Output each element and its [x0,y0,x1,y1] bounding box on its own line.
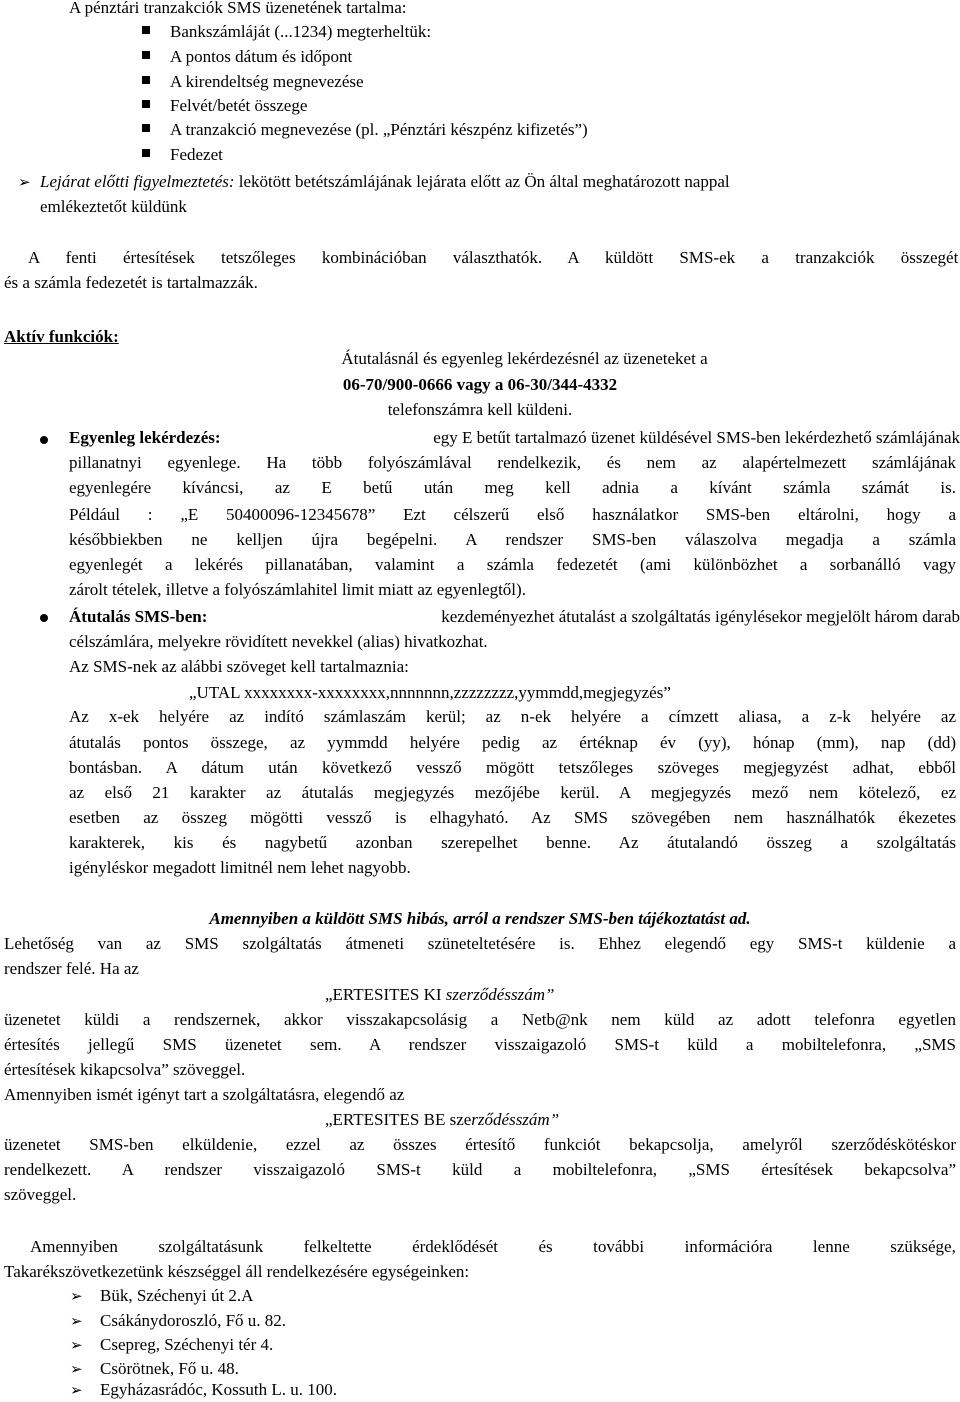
list-item: Csepreg, Széchenyi tér 4. [100,1335,274,1354]
arrow-bullet-icon: ➢ [70,1336,83,1354]
arrow-bullet-icon: ➢ [70,1312,83,1330]
transfer-para-2: átutalás pontos összege, az yymmdd helyére pedig az értéknap év (yy), hónap (mm), nap (dd) [69,733,956,752]
transfer-para-7: igényléskor megadott limitnél nem lehet nagyobb. [69,858,411,877]
transfer-para-3: bontásban. A dátum után következő vessző mögött tetszőleges szöveges megjegyzést adhat, ebből [69,758,956,777]
list-item: A tranzakció megnevezése (pl. „Pénztári készpénz kifizetés”) [170,120,588,139]
transfer-para-5: esetben az összeg mögötti vessző is elhagyható. Az SMS szövegében nem használhatók ékezetes [69,808,956,827]
list-item: Csákánydoroszló, Fő u. 82. [100,1311,287,1330]
transfer-text: kezdeményezhet átutalást a szolgáltatás igénylésekor megjelölt három darab [441,607,960,626]
cmd-be-text: „ERTESITES BE sze [325,1110,472,1129]
list-item: Bankszámláját (...1234) megterheltük: [170,22,432,41]
pause-line-2: rendszer felé. Ha az [4,959,139,978]
transfer-label: Átutalás SMS-ben: [69,607,208,626]
transfer-line-2: célszámlára, melyekre rövidített nevekkel (alias) hivatkozhat. [69,632,488,651]
cmd-ki [325,983,554,1007]
balance-line-5: későbbiekben ne kelljen újra begépelni. A rendszer SMS-ben válaszolva megadja a számla [69,530,956,549]
combo-text: A fenti értesítések tetszőleges kombinációban választhatók. A küldött SMS-ek a tranzakciók összegét [28,248,959,267]
cmd-ki-text: „ERTESITES KI [325,985,446,1004]
arrow-bullet-icon: ➢ [18,173,31,191]
arrow-bullet-icon: ➢ [70,1381,83,1399]
expiry-warning [40,170,730,194]
square-bullet-icon [142,149,150,157]
pause-line-3: üzenetet küldi a rendszernek, akkor visszakapcsolásig a Netb@nk nem küld az adott telefonra egyetlen [4,1010,956,1029]
phone-numbers [0,373,960,397]
pause-line-6: Amennyiben ismét igényt tart a szolgáltatásra, elegendő az [4,1085,405,1104]
transfer-format: „UTAL xxxxxxxx-xxxxxxxx,nnnnnnn,zzzzzzzz,yymmdd,megjegyzés” [189,683,671,702]
bullet-icon [40,436,48,444]
pause-line-1: Lehetőség van az SMS szolgáltatás átmeneti szüneteltetésére is. Ehhez elegendő egy SMS-t küldenie a [4,934,956,953]
square-bullet-icon [142,100,150,108]
closing-line-2: Takarékszövetkezetünk készséggel áll rendelkezésére egységeinken: [4,1262,470,1281]
sms-content-intro: A pénztári tranzakciók SMS üzenetének tartalma: [69,0,407,17]
closing-line-1 [30,1235,956,1259]
square-bullet-icon [142,26,150,34]
pause-line-4: értesítés jellegű SMS üzenetet sem. A rendszer visszaigazoló SMS-t küld a mobiltelefonra, „SMS [4,1035,956,1054]
pause-line-5: értesítések kikapcsolva” szöveggel. [4,1060,246,1079]
square-bullet-icon [142,76,150,84]
balance-line-2: pillanatnyi egyenlege. Ha több folyószámlával rendelkezik, és nem az alapértelmezett számlájának [69,453,956,472]
arrow-bullet-icon: ➢ [70,1287,83,1305]
balance-line-7: zárolt tételek, illetve a folyószámlahitel limit miatt az egyenlegtől). [69,580,526,599]
error-note-text: Amennyiben a küldött SMS hibás, arról a rendszer SMS-ben tájékoztatást ad. [209,909,751,928]
list-item: A kirendeltség megnevezése [170,72,364,91]
balance-label: Egyenleg lekérdezés: [69,428,221,447]
active-heading-text: Aktív funkciók: [4,327,119,346]
list-item: Egyházasrádóc, Kossuth L. u. 100. [100,1380,338,1399]
bullet-icon [40,614,48,622]
balance-line-3: egyenlegére kíváncsi, az E betű után meg kell adnia a kívánt számla számát is. [69,478,956,497]
expiry-label: Lejárat előtti figyelmeztetés: [40,172,235,191]
cmd-be [325,1108,559,1132]
list-item: A pontos dátum és időpont [170,47,353,66]
square-bullet-icon [142,124,150,132]
phone-numbers-text: 06-70/900-0666 vagy a 06-30/344-4332 [342,375,618,394]
transfer-line-1 [69,605,960,629]
pause-line-8: rendelkezett. A rendszer visszaigazoló SMS-t küld a mobiltelefonra, „SMS értesítések bekapcsolva” [4,1160,956,1179]
active-line-1: Átutalásnál és egyenleg lekérdezésnél az üzeneteket a [341,349,708,368]
list-item: Csörötnek, Fő u. 48. [100,1359,239,1378]
error-note [0,907,960,931]
list-item: Felvét/betét összege [170,96,308,115]
arrow-bullet-icon: ➢ [70,1360,83,1378]
combo-line-2: és a számla fedezetét is tartalmazzák. [4,273,258,292]
balance-text: egy E betűt tartalmazó üzenet küldésével SMS-ben lekérdezhető számlájának [433,428,960,447]
pause-line-7: üzenetet SMS-ben elküldenie, ezzel az összes értesítő funkciót bekapcsolja, amelyről szerződéskötéskor [4,1135,956,1154]
expiry-cont: emlékeztetőt küldünk [40,197,187,216]
combo-line-1 [28,246,958,270]
square-bullet-icon [142,51,150,59]
cmd-be-var: rződésszám” [471,1110,560,1129]
balance-line-6: egyenlegét a lekérés pillanatában, valamint a számla fedezetét (ami különbözhet a sorbanálló vagy [69,555,956,574]
list-item: Bük, Széchenyi út 2.A [100,1286,254,1305]
cmd-ki-var: szerződésszám” [445,985,555,1004]
expiry-text: lekötött betétszámlájának lejárata előtt az Ön által meghatározott nappal [234,172,730,191]
balance-line-1 [69,426,960,450]
transfer-para-6: karakterek, kis és nagybetű azonban szerepelhet benne. Az átutalandó összeg a szolgáltatás [69,833,956,852]
transfer-para-1: Az x-ek helyére az indító számlaszám kerül; az n-ek helyére a címzett aliasa, a z-k helyére az [69,707,956,726]
closing-text: Amennyiben szolgáltatásunk felkeltette érdeklődését és további információra lenne szüksége, [30,1237,956,1256]
active-heading [4,325,119,349]
balance-line-4: Például : „E 50400096-12345678” Ezt célszerű első használatkor SMS-ben eltárolni, hogy a [69,505,956,524]
list-item: Fedezet [170,145,223,164]
transfer-line-3: Az SMS-nek az alábbi szöveget kell tartalmaznia: [69,657,409,676]
transfer-para-4: az első 21 karakter az átutalás megjegyzés mezőjébe kerül. A megjegyzés mező nem kötelező, ez [69,783,956,802]
pause-line-9: szöveggel. [4,1185,77,1204]
active-line-3: telefonszámra kell küldeni. [387,400,573,419]
